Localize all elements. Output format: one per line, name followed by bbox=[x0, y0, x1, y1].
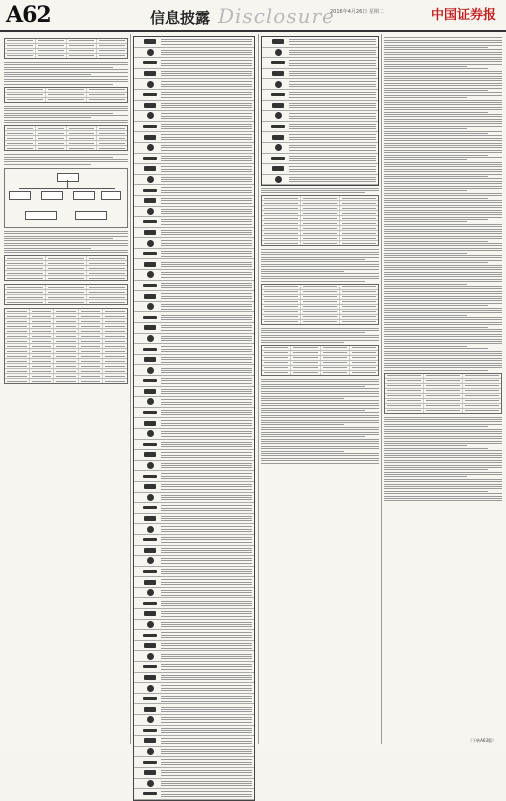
data-table bbox=[4, 255, 128, 281]
trademark-logo-icon bbox=[271, 93, 285, 96]
trademark-row bbox=[262, 69, 378, 80]
trademark-row bbox=[134, 662, 254, 673]
trademark-row bbox=[134, 111, 254, 122]
trademark-row bbox=[134, 514, 254, 525]
text-block bbox=[261, 379, 379, 464]
trademark-logo-icon bbox=[144, 548, 156, 553]
trademark-row bbox=[262, 90, 378, 101]
trademark-logo-icon bbox=[275, 176, 282, 183]
trademark-logo-icon bbox=[147, 303, 154, 310]
trademark-logo-icon bbox=[144, 738, 156, 743]
trademark-row bbox=[134, 440, 254, 451]
trademark-row bbox=[134, 122, 254, 133]
trademark-logo-icon bbox=[143, 379, 157, 382]
data-table bbox=[4, 125, 128, 151]
trademark-logo-icon bbox=[147, 208, 154, 215]
trademark-logo-icon bbox=[144, 71, 156, 76]
trademark-logo-icon bbox=[143, 443, 157, 446]
trademark-logo-icon bbox=[144, 675, 156, 680]
trademark-logo-icon bbox=[144, 230, 156, 235]
trademark-row bbox=[134, 726, 254, 737]
trademark-logo-icon bbox=[147, 49, 154, 56]
trademark-row bbox=[134, 546, 254, 557]
trademark-row bbox=[134, 164, 254, 175]
trademark-row bbox=[134, 312, 254, 323]
trademark-logo-icon bbox=[147, 589, 154, 596]
trademark-logo-icon bbox=[147, 240, 154, 247]
trademark-logo-icon bbox=[144, 421, 156, 426]
trademark-logo-icon bbox=[144, 770, 156, 775]
trademark-row bbox=[134, 598, 254, 609]
trademark-logo-icon bbox=[144, 198, 156, 203]
trademark-row bbox=[262, 164, 378, 175]
trademark-logo-icon bbox=[143, 475, 157, 478]
trademark-row bbox=[134, 567, 254, 578]
trademark-row bbox=[134, 630, 254, 641]
data-table bbox=[261, 345, 379, 376]
org-chart bbox=[4, 168, 128, 228]
trademark-logo-icon bbox=[143, 506, 157, 509]
trademark-logo-icon bbox=[143, 570, 157, 573]
trademark-row bbox=[262, 154, 378, 165]
data-table bbox=[261, 284, 379, 325]
trademark-row bbox=[134, 228, 254, 239]
data-table bbox=[4, 38, 128, 59]
trademark-logo-icon bbox=[143, 316, 157, 319]
trademark-logo-icon bbox=[144, 325, 156, 330]
trademark-logo-icon bbox=[271, 125, 285, 128]
text-block bbox=[261, 328, 379, 343]
trademark-row bbox=[134, 90, 254, 101]
trademark-row bbox=[134, 344, 254, 355]
column-4 bbox=[384, 36, 502, 503]
trademark-row bbox=[262, 79, 378, 90]
trademark-logo-icon bbox=[143, 220, 157, 223]
data-table bbox=[384, 373, 502, 414]
data-table bbox=[4, 284, 128, 305]
trademark-row bbox=[134, 651, 254, 662]
trademark-row bbox=[134, 789, 254, 800]
trademark-row bbox=[134, 461, 254, 472]
trademark-row bbox=[134, 588, 254, 599]
trademark-row bbox=[134, 270, 254, 281]
trademark-logo-icon bbox=[147, 526, 154, 533]
trademark-logo-icon bbox=[147, 557, 154, 564]
trademark-logo-icon bbox=[144, 389, 156, 394]
trademark-row bbox=[134, 48, 254, 59]
trademark-logo-icon bbox=[147, 81, 154, 88]
trademark-logo-icon bbox=[144, 357, 156, 362]
trademark-logo-icon bbox=[275, 144, 282, 151]
trademark-table bbox=[133, 36, 255, 801]
column-2 bbox=[133, 36, 255, 801]
dateline: 2016年4月26日 星期二 bbox=[330, 9, 384, 15]
trademark-logo-icon bbox=[143, 665, 157, 668]
trademark-row bbox=[134, 683, 254, 694]
trademark-row bbox=[262, 143, 378, 154]
trademark-logo-icon bbox=[147, 621, 154, 628]
trademark-row bbox=[262, 175, 378, 186]
trademark-logo-icon bbox=[143, 189, 157, 192]
trademark-logo-icon bbox=[272, 135, 284, 140]
trademark-row bbox=[134, 217, 254, 228]
trademark-row bbox=[262, 58, 378, 69]
trademark-row bbox=[134, 429, 254, 440]
continued-note: （下转A63版） bbox=[468, 738, 496, 743]
trademark-row bbox=[134, 175, 254, 186]
trademark-logo-icon bbox=[147, 144, 154, 151]
trademark-table bbox=[261, 36, 379, 186]
trademark-logo-icon bbox=[144, 707, 156, 712]
trademark-logo-icon bbox=[272, 71, 284, 76]
trademark-row bbox=[134, 249, 254, 260]
trademark-logo-icon bbox=[147, 653, 154, 660]
text-block bbox=[4, 154, 128, 165]
trademark-row bbox=[134, 79, 254, 90]
trademark-row bbox=[134, 673, 254, 684]
trademark-row bbox=[134, 418, 254, 429]
trademark-logo-icon bbox=[147, 780, 154, 787]
column-1 bbox=[4, 36, 128, 387]
trademark-row bbox=[134, 757, 254, 768]
trademark-logo-icon bbox=[147, 398, 154, 405]
trademark-row bbox=[134, 323, 254, 334]
trademark-logo-icon bbox=[147, 112, 154, 119]
column-divider bbox=[130, 34, 131, 744]
trademark-logo-icon bbox=[144, 135, 156, 140]
trademark-row bbox=[134, 408, 254, 419]
trademark-logo-icon bbox=[143, 252, 157, 255]
trademark-row bbox=[134, 291, 254, 302]
text-block bbox=[384, 37, 502, 370]
trademark-row bbox=[134, 736, 254, 747]
trademark-row bbox=[134, 609, 254, 620]
column-3 bbox=[261, 36, 379, 465]
trademark-row bbox=[134, 768, 254, 779]
trademark-row bbox=[134, 259, 254, 270]
trademark-logo-icon bbox=[144, 484, 156, 489]
trademark-logo-icon bbox=[275, 81, 282, 88]
trademark-logo-icon bbox=[147, 494, 154, 501]
text-block bbox=[4, 231, 128, 254]
trademark-row bbox=[134, 471, 254, 482]
trademark-row bbox=[134, 747, 254, 758]
trademark-row bbox=[134, 387, 254, 398]
trademark-logo-icon bbox=[147, 176, 154, 183]
trademark-row bbox=[134, 704, 254, 715]
trademark-logo-icon bbox=[275, 112, 282, 119]
trademark-row bbox=[262, 48, 378, 59]
newspaper-logo: 中国证券报 bbox=[430, 8, 496, 23]
trademark-logo-icon bbox=[271, 61, 285, 64]
text-block bbox=[4, 62, 128, 85]
trademark-logo-icon bbox=[272, 39, 284, 44]
trademark-logo-icon bbox=[143, 602, 157, 605]
trademark-logo-icon bbox=[147, 748, 154, 755]
trademark-row bbox=[262, 37, 378, 48]
trademark-row bbox=[134, 196, 254, 207]
trademark-row bbox=[134, 450, 254, 461]
trademark-row bbox=[134, 779, 254, 790]
trademark-logo-icon bbox=[147, 335, 154, 342]
trademark-logo-icon bbox=[147, 430, 154, 437]
trademark-logo-icon bbox=[143, 761, 157, 764]
trademark-logo-icon bbox=[272, 166, 284, 171]
data-table bbox=[4, 308, 128, 384]
trademark-row bbox=[262, 122, 378, 133]
section-title: 信息披露 bbox=[150, 9, 211, 27]
trademark-row bbox=[262, 101, 378, 112]
data-table bbox=[261, 195, 379, 246]
trademark-logo-icon bbox=[143, 729, 157, 732]
trademark-logo-icon bbox=[144, 39, 156, 44]
text-block bbox=[384, 417, 502, 502]
trademark-row bbox=[134, 641, 254, 652]
trademark-logo-icon bbox=[143, 411, 157, 414]
trademark-row bbox=[134, 715, 254, 726]
trademark-logo-icon bbox=[143, 93, 157, 96]
trademark-row bbox=[134, 207, 254, 218]
trademark-logo-icon bbox=[272, 103, 284, 108]
column-divider bbox=[258, 34, 259, 744]
trademark-row bbox=[134, 37, 254, 48]
trademark-row bbox=[134, 556, 254, 567]
trademark-logo-icon bbox=[144, 103, 156, 108]
trademark-row bbox=[134, 334, 254, 345]
trademark-logo-icon bbox=[275, 49, 282, 56]
trademark-logo-icon bbox=[144, 580, 156, 585]
trademark-row bbox=[134, 101, 254, 112]
trademark-row bbox=[134, 493, 254, 504]
trademark-logo-icon bbox=[147, 685, 154, 692]
trademark-row bbox=[134, 365, 254, 376]
trademark-row bbox=[134, 302, 254, 313]
trademark-logo-icon bbox=[144, 166, 156, 171]
trademark-logo-icon bbox=[147, 716, 154, 723]
trademark-row bbox=[134, 355, 254, 366]
column-divider bbox=[381, 34, 382, 744]
trademark-logo-icon bbox=[271, 157, 285, 160]
trademark-logo-icon bbox=[144, 611, 156, 616]
trademark-logo-icon bbox=[143, 538, 157, 541]
trademark-logo-icon bbox=[143, 792, 157, 795]
data-table bbox=[4, 87, 128, 103]
trademark-logo-icon bbox=[143, 697, 157, 700]
text-block bbox=[4, 106, 128, 124]
text-block bbox=[261, 249, 379, 281]
trademark-row bbox=[134, 376, 254, 387]
text-block bbox=[261, 188, 379, 194]
trademark-row bbox=[134, 132, 254, 143]
page-number: A62 bbox=[6, 2, 51, 28]
trademark-row bbox=[134, 694, 254, 705]
trademark-row bbox=[134, 620, 254, 631]
trademark-row bbox=[134, 397, 254, 408]
trademark-row bbox=[134, 503, 254, 514]
trademark-logo-icon bbox=[143, 125, 157, 128]
trademark-logo-icon bbox=[144, 516, 156, 521]
trademark-row bbox=[134, 185, 254, 196]
trademark-logo-icon bbox=[143, 61, 157, 64]
trademark-row bbox=[262, 111, 378, 122]
trademark-row bbox=[134, 58, 254, 69]
trademark-row bbox=[134, 482, 254, 493]
trademark-logo-icon bbox=[147, 462, 154, 469]
trademark-logo-icon bbox=[143, 284, 157, 287]
trademark-row bbox=[262, 132, 378, 143]
trademark-logo-icon bbox=[143, 634, 157, 637]
trademark-logo-icon bbox=[144, 262, 156, 267]
trademark-row bbox=[134, 143, 254, 154]
trademark-logo-icon bbox=[143, 157, 157, 160]
trademark-row bbox=[134, 281, 254, 292]
trademark-row bbox=[134, 535, 254, 546]
trademark-row bbox=[134, 154, 254, 165]
trademark-row bbox=[134, 69, 254, 80]
trademark-row bbox=[134, 577, 254, 588]
trademark-logo-icon bbox=[144, 643, 156, 648]
trademark-logo-icon bbox=[144, 294, 156, 299]
trademark-row bbox=[134, 238, 254, 249]
trademark-logo-icon bbox=[147, 367, 154, 374]
trademark-logo-icon bbox=[144, 452, 156, 457]
trademark-row bbox=[134, 524, 254, 535]
masthead bbox=[0, 0, 506, 32]
trademark-logo-icon bbox=[147, 271, 154, 278]
section-title-english: Disclosure bbox=[218, 4, 335, 28]
trademark-logo-icon bbox=[143, 348, 157, 351]
